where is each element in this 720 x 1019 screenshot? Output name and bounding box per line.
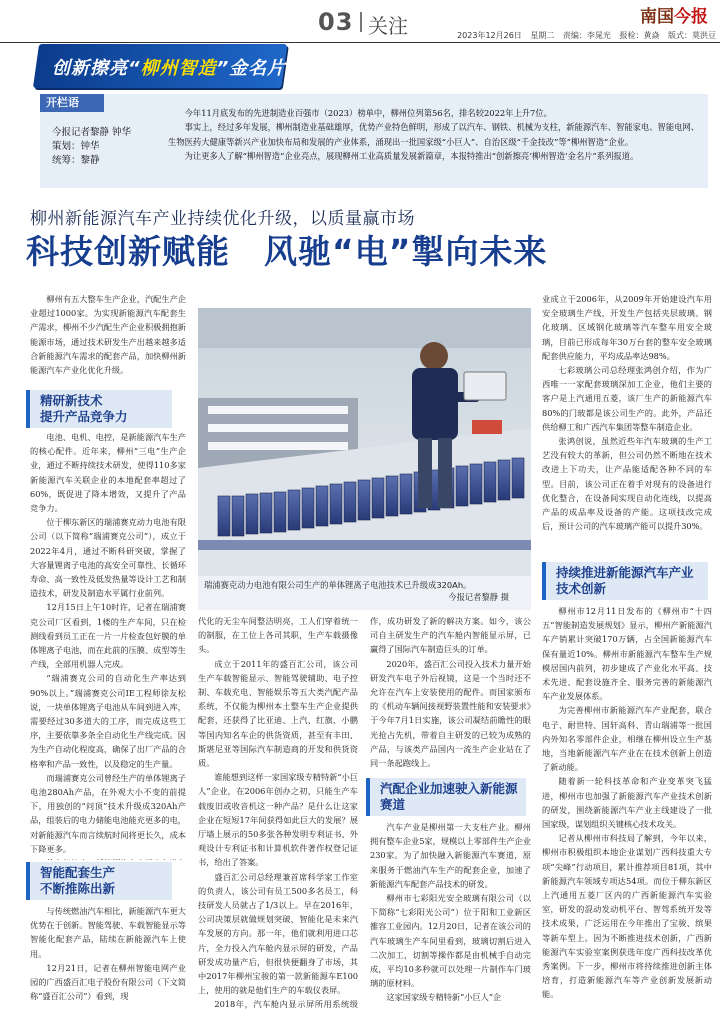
intro-paragraph: 为让更多人了解“柳州智造”企业亮点，展现柳州工业高质量发展新篇章，本报特推出“创新擦亮‘柳州智造’金名片”系列报道。 bbox=[184, 151, 639, 162]
body-paragraph: “瑞浦赛克公司的自动化生产率达到90%以上。”瑞浦赛克公司IE工程师徐友松说，一块单体锂离子电池从车间到进入库，需要经过30多道大的工序，而完成这些工序，主要依靠多条全自动化生产线完成。因为生产自动化程度高，确保了出厂产品的合格率和产品一致性，以及稳定的生产量。 bbox=[30, 673, 186, 769]
issue-weekday: 星期二 bbox=[530, 31, 555, 40]
headline bbox=[26, 226, 696, 273]
body-paragraph: 作，成功研发了新的解决方案。如今，该公司自主研发生产的汽车舱内智能显示屏，已赢得了国际汽车制造巨头的订单。 bbox=[370, 616, 531, 655]
header-divider bbox=[360, 12, 362, 32]
body-paragraph: 12月15日上午10时许，记者在瑞浦赛克公司厂区看到，1楼的生产车间，只在检测线看到员工正在一片一片检查包好膜的单体锂离子电池，而在此前的压膜、成型等生产线，全部用机器人完成。 bbox=[30, 602, 186, 670]
body-paragraph: 柳州有五大整车生产企业，汽配生产企业超过1000家。为实现新能源汽车配套生产需求，柳州不少汽配生产企业积极拥抱新能源市场，通过技术研发生产出越来越多适合新能源汽车需求的配套产品，加快柳州新能源汽车产业化优化升级。 bbox=[30, 294, 186, 376]
body-paragraph: 为完善柳州市新能源汽车产业配套，联合电子、耐世特、国轩高科、青山瑞浦等一批国内外知名零部件企业，相继在柳州设立生产基地，当地新能源汽车产业在在技术创新上创造了新动能。 bbox=[542, 705, 712, 773]
body-paragraph: 柳州市七彩阳光安全玻璃有限公司（以下简称“七彩阳光公司”）位于阳和工业新区雒容工业园内。12月20日，记者在该公司的汽车玻璃生产车间里看到，玻璃切割后进入二次加工，切割等操作都是由机械手自动完成，平均10多秒就可以处理一片制作车门玻璃的原材料。 bbox=[370, 893, 531, 989]
article-column-1b bbox=[30, 430, 186, 860]
column-badge bbox=[52, 54, 286, 80]
body-paragraph: 柳州市12月11日发布的《柳州市“十四五”智能制造发展规划》显示，柳州产新能源汽车产销累计突破170万辆，占全国新能源汽车保有量近10%。柳州市新能源汽车整车生产规模居国内前列，初步建成了产业化水平高、技术先进、配套设施齐全、服务完善的新能源汽车产业发展体系。 bbox=[542, 606, 712, 702]
article-column-4b bbox=[542, 604, 712, 1014]
badge-highlight: 柳州智造 bbox=[140, 58, 217, 79]
badge-text-a: 创新擦亮“ bbox=[52, 58, 141, 79]
article-column-4a bbox=[542, 292, 712, 558]
body-paragraph: 2020年，盛百汇公司投入技术力量开始研发汽车电子外后视镜，这是一个当时还不允许在汽车上安装使用的配件。而国家颁布的《机动车辆间接视野装置性能和安装要求》于今年7月1日实施，该公司凝结前瞻性的眼光抢占先机，带着自主研发的已较为成熟的产品，与该类产品国内一流生产企业站在了同一条起跑线上。 bbox=[370, 658, 531, 769]
page-number: 03 bbox=[318, 8, 354, 36]
intro-paragraph: 事实上，经过多年发展，柳州制造业基础雄厚，优势产业特色鲜明，形成了以汽车、钢铁、机械为支柱，新能源汽车、智能家电、智能电网、生物医药大健康等新兴产业加快布局和发展的产业体系，涌现出一批国家级“小巨人”、自治区级“千金技改”等“柳州智造”企业。 bbox=[168, 122, 700, 147]
photo-credit: 今报记者黎静 摄 bbox=[448, 592, 509, 602]
body-paragraph: 张鸿创说，虽然近些年汽车玻璃的生产工艺没有较大的革新，但公司仍然不断地在技术改进上下功夫，让产品能适配各种不同的车型。目前，该公司正在着手对现有的设备进行优化整合，在设备间实现自动化连线，以提高产品的成品率及设备的产能。这项技改完成后，预计公司的汽车玻璃产能可以提升30%。 bbox=[542, 436, 712, 532]
body-paragraph: 谁能想到这样一家国家级专精特新“小巨人”企业，在2006年创办之初，只能生产车载废旧或收音机这一种产品？是什么让这家企业在短短17年间获得如此巨大的发展？展厅墙上展示的50多张各种发明专利证书、外观设计专利证书和计算机软件著作权登记证书，给出了答案。 bbox=[198, 772, 358, 868]
layout-credit: 版式：莫洪豆 bbox=[668, 31, 716, 40]
masthead-part-b: 今报 bbox=[674, 7, 708, 27]
article-column-1a bbox=[30, 292, 186, 388]
body-paragraph: 而瑞浦赛克公司曾经生产的单体锂离子电池280Ah产品，在外观大小不变的前提下，用独创的“问顶”技术升级成320Ah产品，组装后的电力储能电池能充更多的电，对新能源汽车而言续航时间将更长久，成本下降更多。 bbox=[30, 772, 186, 854]
battery-factory-image bbox=[198, 308, 531, 576]
badge-text-b: ”金名片 bbox=[216, 58, 287, 79]
body-paragraph: 记者从柳州市科技局了解到，今年以来，柳州市积极组织本地企业谋划广西科技重大专项“尖峰”行动项目，累计推荐项目81项，其中新能源汽车领域专项达54项。而位于柳东新区上汽通用五菱厂区内的广西新能源汽车实验室，研发的混动发动机平台、智驾系统开发等技术成果，广泛运用在今年推出了宝骏、缤果等新车型上。因为不断推进技术创新，广西新能源汽车实验室案例获选年度广西科技改革优秀案例。下一步，柳州市将持续推进创新主体培育，打造新能源汽车等产业创新发展新动能。 bbox=[542, 833, 712, 1000]
body-paragraph bbox=[30, 856, 186, 860]
intro-credits bbox=[52, 126, 131, 168]
credit-coordination: 统筹：黎静 bbox=[52, 155, 100, 166]
editor-credit: 责编：李晁光 bbox=[562, 31, 611, 40]
intro-paragraph: 今年11月底发布的先进制造业百强市（2023）榜单中，柳州位列第56名，排名较2022年上升7位。 bbox=[184, 108, 552, 118]
caption-text: 瑞浦赛克动力电池有限公司生产的单体锂离子电池技术已升级成320Ah。 bbox=[204, 580, 472, 590]
article-column-1c bbox=[30, 904, 186, 1014]
headline-part-a: 科技创新赋能 bbox=[26, 232, 230, 271]
body-paragraph: 2018年，汽车舱内显示屏所用系统级 bbox=[214, 999, 358, 1010]
page-header bbox=[0, 0, 720, 44]
section-heading-1: 精研新技术 提升产品竞争力 bbox=[26, 390, 172, 428]
section-heading-3: 汽配企业加速驶入新能源赛道 bbox=[366, 778, 526, 816]
body-paragraph: 代化的无尘车间整洁明亮，工人们穿着统一的制服，在工位上各司其职，生产车载摄像头。 bbox=[198, 616, 358, 655]
credit-planning: 策划：钟华 bbox=[52, 141, 100, 152]
reviewer-credit: 报检：黄焱 bbox=[619, 31, 660, 40]
article-column-3a bbox=[370, 614, 531, 776]
body-paragraph: 12月21日，记者在柳州智能电网产业园的广西盛百汇电子股份有限公司（下文简称“盛百汇公司”）看到，现 bbox=[30, 962, 186, 1002]
body-paragraph: 盛百汇公司总经理兼首席科学家工作室的负责人，该公司有员工500多名员工，科技研发人员就占了1/3以上。早在2016年，公司决策层就做规划突破，智能化是未来汽车发展的方向。那一年，他们就利用进口芯片，全力投入汽车舱内显示屏的研发，产品研发成功量产后，但很快便翻身了市场，其中2017年柳州宝骏的第一款新能源车E100上，使用的就是他们生产的车载仪表屏。 bbox=[198, 871, 358, 996]
header-meta bbox=[451, 30, 716, 41]
photo-caption bbox=[198, 576, 531, 610]
header-rule bbox=[0, 42, 720, 43]
headline-part-b: 风驰“电”掣向未来 bbox=[264, 232, 548, 271]
body-paragraph: 电池、电机、电控，是新能源汽车生产的核心配件。近年来，柳州“三电”生产企业，通过不断持续技术研发，使得110多家新能源汽车关联企业的本地配套率超过了60%，既促进了降本增效，又提升了产品竞争力。 bbox=[30, 432, 186, 514]
body-paragraph: 业成立于2006年，从2009年开始建设汽车用安全玻璃生产线，开发生产包括夹层玻璃、钢化玻璃、区域钢化玻璃等汽车整车用安全玻璃，目前已形成每年30万台套的整车安全玻璃配套供应能力，平均成品率达98%。 bbox=[542, 294, 712, 361]
section-title: 关注 bbox=[368, 14, 408, 38]
section-heading-4: 持续推进新能源汽车产业技术创新 bbox=[542, 562, 708, 600]
body-paragraph: 位于柳东新区的瑞浦赛克动力电池有限公司（以下简称“瑞浦赛克公司”），成立于2022年4月，通过不断科研突破，掌握了大容量锂离子电池的高安全可靠性、长循环寿命、高一致性及低发热量等设计工艺和制造技术，研发及制造水平属行业前列。 bbox=[30, 517, 186, 599]
factory-photo bbox=[198, 308, 531, 576]
intro-tab: 开栏语 bbox=[40, 94, 104, 112]
body-paragraph: 七彩玻璃公司总经理张鸿创介绍，作为广西唯一一家配套玻璃深加工企业，他们主要的客户是上汽通用五菱，该厂生产的新能源汽车80%的门玻都是该公司生产的。此外，产品还供给柳工和广西汽车集团等整车制造企业。 bbox=[542, 365, 712, 432]
masthead-logo bbox=[640, 2, 708, 27]
credit-reporters: 今报记者黎静 钟华 bbox=[52, 127, 132, 138]
body-paragraph: 汽车产业是柳州第一大支柱产业。柳州拥有整车企业5家，规模以上零部件生产企业230家。为了加快融入新能源汽车赛道，原来服务于燃油汽车生产的配套企业，加速了新能源汽车配套产品技术的研发。 bbox=[370, 822, 531, 889]
body-paragraph: 成立于2011年的盛百汇公司，该公司生产车载智能显示、智能驾驶辅助、电子控制、车载充电、智能娱乐等五大类汽配产品系统，不仅能为柳州本土整车生产企业提供配套，还获得了比亚迪、上汽、红旗、小鹏等国内知名车企的供货资质，甚至有丰田、斯堪尼亚等国际汽车制造商的开发和供货资质。 bbox=[198, 658, 358, 769]
issue-date: 2023年12月26日 bbox=[457, 31, 522, 40]
masthead-part-a: 南国 bbox=[640, 7, 674, 27]
body-paragraph: 随着新一轮科技革命和产业变革突飞猛进，柳州市也加强了新能源汽车产业技术创新的研发，围绕新能源汽车产业主线建设了一批国家级，谋划组织关键核心技术攻关。 bbox=[542, 776, 712, 830]
article-column-2 bbox=[198, 614, 358, 1014]
article-column-3b bbox=[370, 820, 531, 1014]
intro-text bbox=[168, 106, 700, 164]
section-heading-2: 智能配套生产 不断推陈出新 bbox=[26, 862, 172, 900]
subheadline: 柳州新能源汽车产业持续优化升级，以质量赢市场 bbox=[30, 209, 415, 229]
body-paragraph: 与传统燃油汽车相比，新能源汽车更大优势在于创新。智能驾驶、车载智能显示等智能化配套产品，陆续在新能源汽车上使用。 bbox=[30, 906, 186, 959]
body-paragraph: 这家国家级专精特新“小巨人”企 bbox=[386, 992, 502, 1003]
